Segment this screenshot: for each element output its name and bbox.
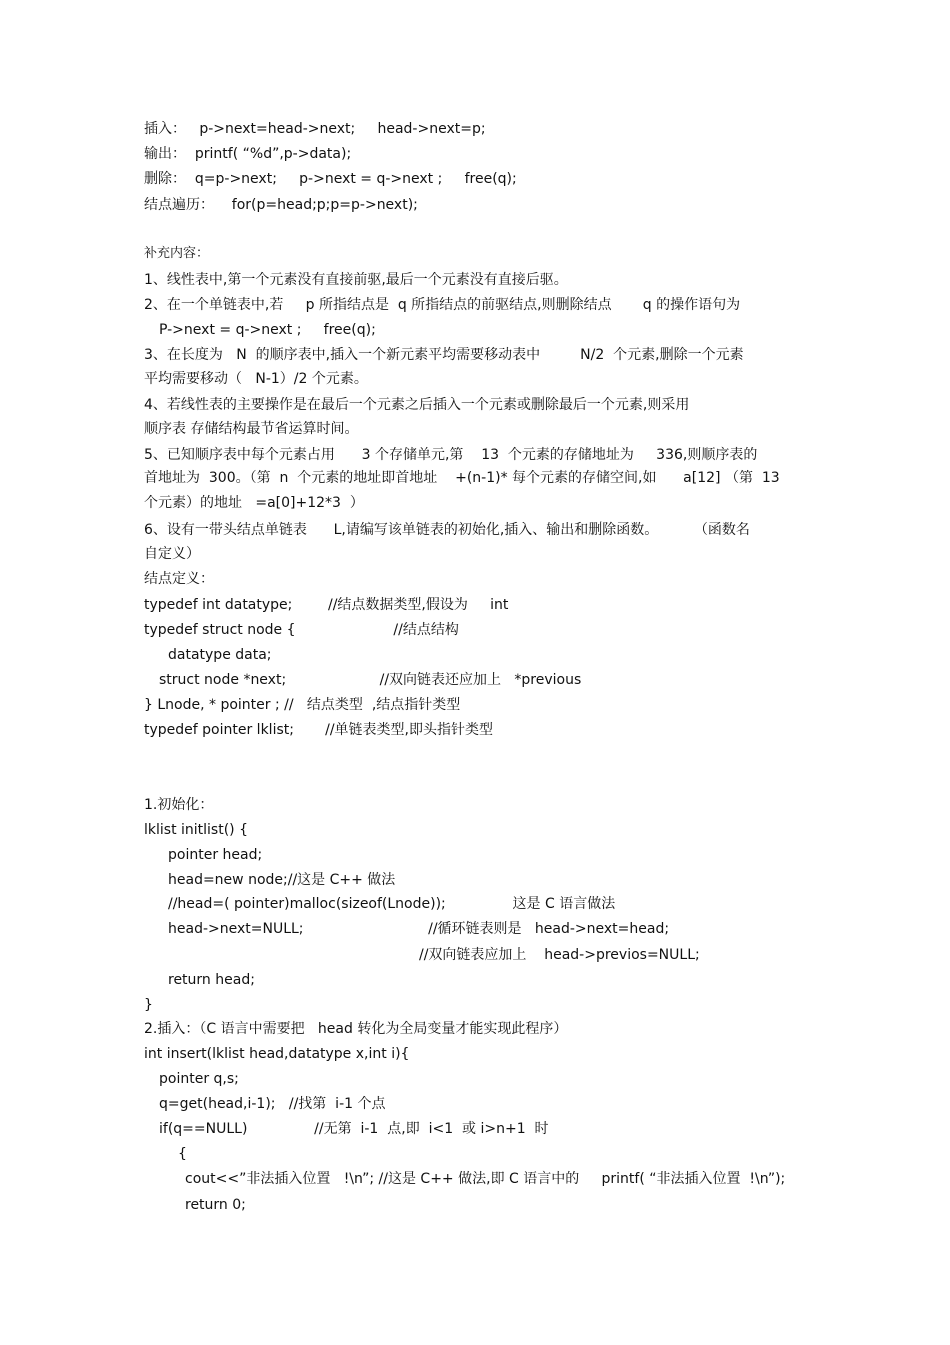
text-line: 顺序表 存储结构最节省运算时间。: [144, 421, 359, 437]
code-line: pointer q,s;: [159, 1071, 239, 1087]
code-line: datatype data;: [168, 647, 272, 663]
text-line: P->next = q->next ; free(q);: [159, 322, 376, 338]
code-line: typedef int datatype; //结点数据类型,假设为 int: [144, 597, 509, 613]
text-line: 补充内容：: [144, 246, 210, 261]
text-line: 自定义）: [144, 546, 200, 562]
section-heading: 2.插入：（C 语言中需要把 head 转化为全局变量才能实现此程序）: [144, 1021, 568, 1037]
code-line: int insert(lklist head,datatype x,int i){: [144, 1046, 410, 1062]
code-line: typedef struct node { //结点结构: [144, 622, 459, 638]
code-line: if(q==NULL) //无第 i-1 点,即 i<1 或 i>n+1 时: [159, 1121, 549, 1137]
code-line: typedef pointer lklist; //单链表类型,即头指针类型: [144, 722, 493, 738]
section-heading: 1.初始化：: [144, 797, 214, 813]
code-line: return head;: [168, 972, 255, 988]
code-line: lklist initlist() {: [144, 822, 248, 838]
code-line: } Lnode, * pointer ; // 结点类型 ,结点指针类型: [144, 697, 461, 713]
code-line: }: [144, 997, 153, 1013]
code-line: {: [178, 1146, 187, 1162]
code-line: pointer head;: [168, 847, 263, 863]
text-line: 插入： p->next=head->next; head->next=p;: [144, 121, 486, 137]
code-line: return 0;: [185, 1197, 246, 1213]
code-line: head=new node;//这是 C++ 做法: [168, 872, 396, 888]
text-line: 4、若线性表的主要操作是在最后一个元素之后插入一个元素或删除最后一个元素,则采用: [144, 397, 690, 413]
text-line: 结点遍历： for(p=head;p;p=p->next);: [144, 197, 418, 213]
text-line: 2、在一个单链表中,若 p 所指结点是 q 所指结点的前驱结点,则删除结点 q 的操作语句为: [144, 297, 741, 313]
text-line: 3、在长度为 N 的顺序表中,插入一个新元素平均需要移动表中 N/2 个元素,删除一个元素: [144, 347, 744, 363]
text-line: 6、设有一带头结点单链表 L,请编写该单链表的初始化,插入、输出和删除函数。 （函数名: [144, 522, 750, 538]
text-line: 1、线性表中,第一个元素没有直接前驱,最后一个元素没有直接后驱。: [144, 272, 568, 288]
text-line: 平均需要移动（ N-1）/2 个元素。: [144, 371, 368, 387]
code-line: cout<<”非法插入位置 !\n”; //这是 C++ 做法,即 C 语言中的 printf( “非法插入位置 !\n”);: [185, 1171, 786, 1187]
text-line: 个元素）的地址 =a[0]+12*3 ）: [144, 495, 364, 511]
text-line: 首地址为 300。（第 n 个元素的地址即首地址 +(n-1)* 每个元素的存储空间,如 a[12] （第 13: [144, 470, 780, 486]
code-line: struct node *next; //双向链表还应加上 *previous: [159, 672, 582, 688]
text-line: 5、已知顺序表中每个元素占用 3 个存储单元,第 13 个元素的存储地址为 336,则顺序表的: [144, 447, 758, 463]
code-line: //head=( pointer)malloc(sizeof(Lnode)); 这是 C 语言做法: [168, 896, 616, 912]
code-line: //双向链表应加上 head->previos=NULL;: [419, 947, 700, 963]
code-line: q=get(head,i-1); //找第 i-1 个点: [159, 1096, 386, 1112]
code-line: head->next=NULL; //循环链表则是 head->next=head;: [168, 921, 670, 937]
text-line: 结点定义：: [144, 571, 214, 587]
text-line: 输出： printf( “%d”,p->data);: [144, 146, 352, 162]
text-line: 删除： q=p->next; p->next = q->next ; free(q);: [144, 171, 517, 187]
